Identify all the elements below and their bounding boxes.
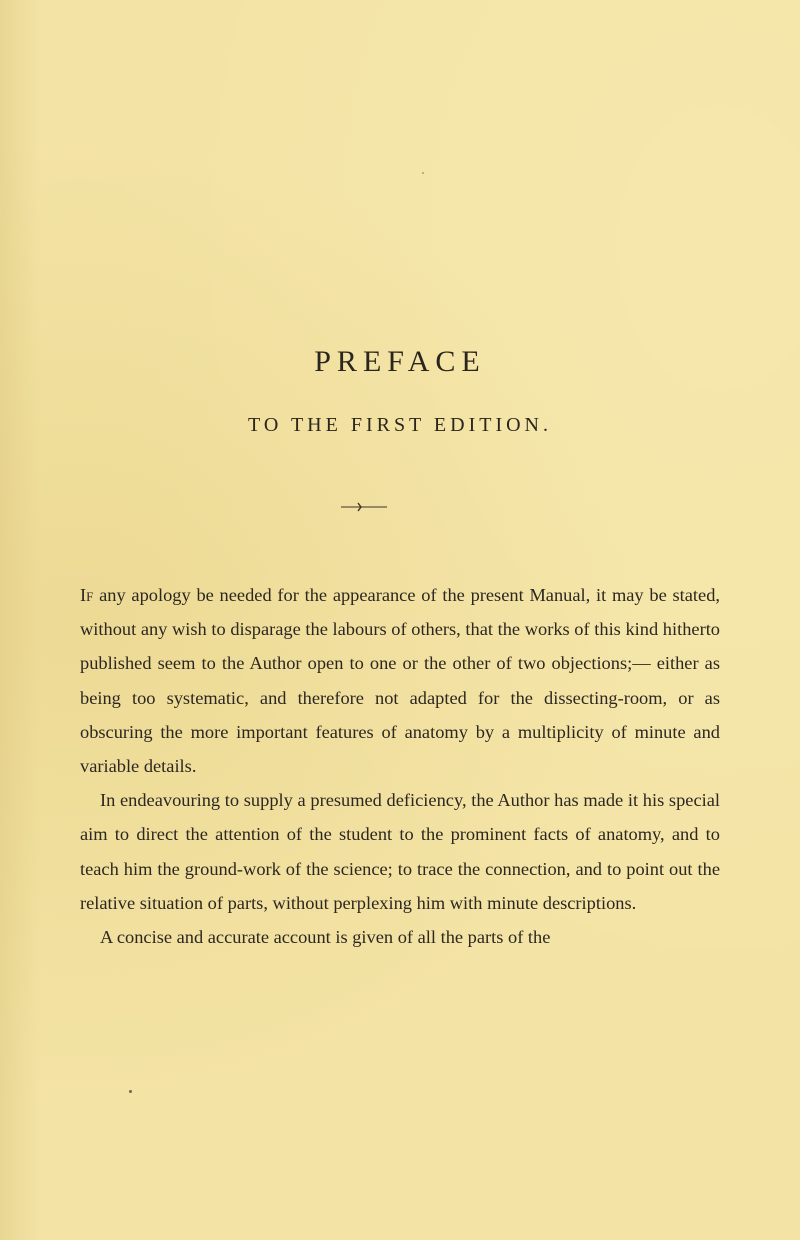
paper-speck	[422, 172, 424, 174]
paragraph-1-lead: If	[80, 585, 94, 605]
page-title: PREFACE	[314, 345, 486, 378]
paragraph-3: A concise and accurate account is given of all the parts of the	[100, 927, 551, 948]
paragraph-1	[80, 578, 720, 783]
preface-body	[80, 578, 720, 954]
paper-speck	[129, 1090, 132, 1093]
paragraph-1-text: any apology be needed for the appearance of the present Manual, it may be stated, without any wish to disparage the labours of others, that the works of this kind hitherto published seem to the Author open to one or the other of two objections;— either as being too systematic, and therefore not adapted for the dissecting-room, or as obscuring the more important features of anatomy by a multiplicity of minute and variable details.	[80, 585, 720, 777]
paragraph-2: In endeavouring to supply a presumed deficiency, the Author has made it his special aim to direct the attention of the student to the prominent facts of anatomy, and to teach him the ground-work of the science; to trace the connection, and to point out the relative situation of parts, without perplexing him with minute descriptions.	[80, 790, 720, 913]
page-subtitle: TO THE FIRST EDITION.	[248, 414, 552, 436]
ornament-rule-icon	[341, 500, 387, 514]
